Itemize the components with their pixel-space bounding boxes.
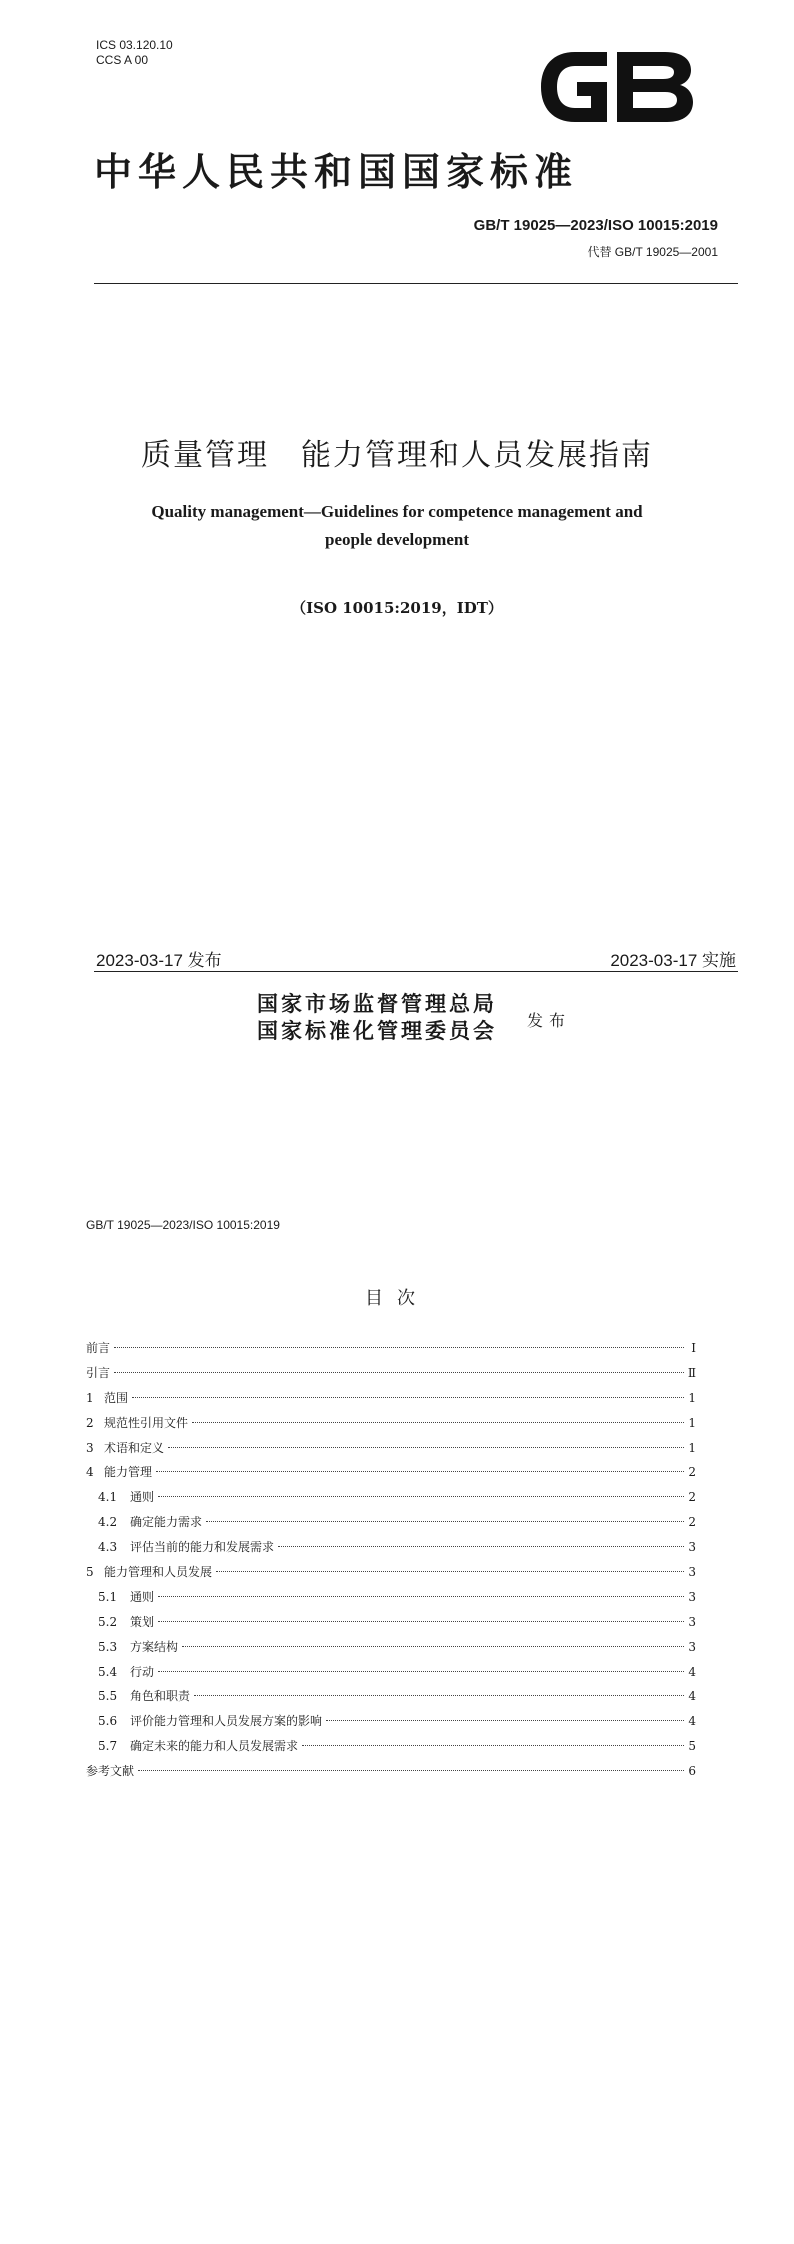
toc-entry[interactable] <box>86 1414 696 1439</box>
toc-entry-page: 4 <box>688 1689 696 1704</box>
toc-entry[interactable] <box>86 1538 696 1563</box>
title-english <box>120 498 674 554</box>
toc-leader-dots <box>158 1671 684 1672</box>
toc-entry-page: 3 <box>688 1540 696 1555</box>
toc-entry[interactable] <box>86 1364 696 1389</box>
toc-entry[interactable] <box>86 1638 696 1663</box>
toc-leader-dots <box>114 1372 684 1373</box>
toc-entry-number: 5.7 <box>98 1739 118 1754</box>
toc-entry-number: 4.1 <box>98 1490 118 1505</box>
toc-entry-number: 5.6 <box>98 1714 118 1729</box>
toc-leader-dots <box>182 1646 684 1647</box>
national-standard-title: 中华人民共和国国家标准 <box>94 149 579 194</box>
toc-entry-page: 4 <box>688 1664 696 1679</box>
toc-entry[interactable] <box>86 1687 696 1712</box>
toc-entry[interactable] <box>86 1563 696 1588</box>
classification-codes <box>96 38 173 68</box>
toc-leader-dots <box>192 1422 684 1423</box>
toc-leader-dots <box>206 1521 684 1522</box>
toc-entry-page: 3 <box>688 1614 696 1629</box>
toc-entry[interactable] <box>86 1588 696 1613</box>
iso-equivalence: （ISO 10015:2019，IDT） <box>291 599 503 617</box>
toc-entry-page: 2 <box>688 1490 696 1505</box>
toc-entry-title: 能力管理 <box>104 1465 153 1480</box>
toc-entry-title: 参考文献 <box>86 1764 135 1779</box>
toc-entry[interactable] <box>86 1712 696 1737</box>
toc-entry-number: 2 <box>86 1415 94 1430</box>
toc-entry-title: 评价能力管理和人员发展方案的影响 <box>130 1714 323 1729</box>
ccs-code: CCS A 00 <box>96 53 149 67</box>
standard-number: GB/T 19025—2023/ISO 10015:2019 <box>473 217 718 234</box>
toc-entry-page: Ⅰ <box>691 1341 696 1355</box>
toc-entry-page: 1 <box>688 1390 696 1405</box>
toc-entry[interactable] <box>86 1737 696 1762</box>
toc-leader-dots <box>168 1447 684 1448</box>
toc-entry-page: 3 <box>688 1565 696 1580</box>
toc-entry-title: 前言 <box>86 1341 111 1355</box>
toc-leader-dots <box>138 1770 684 1771</box>
date-rule <box>94 971 738 972</box>
toc-entry-title: 确定能力需求 <box>130 1515 203 1530</box>
title-english-line-1: Quality management—Guidelines for competence management and <box>151 502 643 521</box>
toc-entry-number: 4 <box>86 1465 94 1480</box>
toc-leader-dots <box>326 1720 684 1721</box>
toc-entry-number: 5 <box>86 1565 94 1580</box>
toc-entry-page: 5 <box>688 1739 696 1754</box>
toc-entry-title: 能力管理和人员发展 <box>104 1565 213 1580</box>
toc-entry-page: 1 <box>688 1415 696 1430</box>
toc-leader-dots <box>216 1571 684 1572</box>
toc-entry-title: 通则 <box>130 1589 155 1604</box>
toc-entry[interactable] <box>86 1439 696 1464</box>
toc-entry[interactable] <box>86 1389 696 1414</box>
toc-entry[interactable] <box>86 1488 696 1513</box>
toc-entry-title: 策划 <box>130 1614 155 1629</box>
toc-leader-dots <box>156 1471 684 1472</box>
toc-entry-number: 3 <box>86 1440 94 1455</box>
toc-entry-title: 通则 <box>130 1490 155 1505</box>
ics-code: ICS 03.120.10 <box>96 38 173 52</box>
toc-entry-page: 4 <box>688 1714 696 1729</box>
toc-entry-title: 行动 <box>130 1664 155 1679</box>
toc-entry-number: 5.1 <box>98 1589 118 1604</box>
toc-entry[interactable] <box>86 1513 696 1538</box>
toc-entry-page: 2 <box>688 1515 696 1530</box>
toc-entry[interactable] <box>86 1463 696 1488</box>
toc-entry-page: 6 <box>688 1764 696 1779</box>
toc-leader-dots <box>302 1745 684 1746</box>
toc-entry-title: 术语和定义 <box>104 1440 165 1455</box>
replaces-standard: 代替 GB/T 19025—2001 <box>587 245 718 259</box>
toc-leader-dots <box>158 1621 684 1622</box>
toc-leader-dots <box>278 1546 684 1547</box>
issuer-sac: 国家标准化管理委员会 <box>257 1018 497 1043</box>
toc-leader-dots <box>194 1695 684 1696</box>
toc-leader-dots <box>158 1496 684 1497</box>
toc-entry-page: 3 <box>688 1639 696 1654</box>
toc-entry-number: 5.5 <box>98 1689 118 1704</box>
toc-entry-number: 4.2 <box>98 1515 118 1530</box>
issuer-samr: 国家市场监督管理总局 <box>257 991 497 1016</box>
toc-entry-number: 5.4 <box>98 1664 118 1679</box>
toc-entry-number: 1 <box>86 1390 94 1405</box>
toc-entry[interactable] <box>86 1339 696 1364</box>
toc-entry-number: 5.2 <box>98 1614 118 1629</box>
issue-date: 2023-03-17 发布 <box>96 951 222 970</box>
toc-entry[interactable] <box>86 1663 696 1688</box>
issuing-authorities <box>257 990 497 1044</box>
toc-entry[interactable] <box>86 1613 696 1638</box>
toc-page-header: GB/T 19025—2023/ISO 10015:2019 <box>86 1218 280 1232</box>
toc-entry-page: 3 <box>688 1589 696 1604</box>
title-english-line-2: people development <box>324 530 470 549</box>
implementation-date: 2023-03-17 实施 <box>610 951 736 970</box>
toc-entry-title: 规范性引用文件 <box>104 1415 189 1430</box>
toc-entry-title: 确定未来的能力和人员发展需求 <box>130 1739 299 1754</box>
toc-entry[interactable] <box>86 1762 696 1787</box>
header-rule <box>94 283 738 284</box>
toc-entry-title: 范围 <box>104 1390 129 1405</box>
issue-word: 发布 <box>527 1011 572 1030</box>
toc-entry-page: 2 <box>688 1465 696 1480</box>
toc-entry-page: 1 <box>688 1440 696 1455</box>
toc-entry-number: 4.3 <box>98 1540 118 1555</box>
toc-entry-title: 评估当前的能力和发展需求 <box>130 1540 275 1555</box>
title-chinese: 质量管理 能力管理和人员发展指南 <box>141 438 653 473</box>
toc-entry-title: 角色和职责 <box>130 1689 191 1704</box>
toc-entry-page: Ⅱ <box>687 1365 696 1380</box>
toc-leader-dots <box>132 1397 684 1398</box>
toc-entry-number: 5.3 <box>98 1639 118 1654</box>
toc-leader-dots <box>158 1596 684 1597</box>
table-of-contents <box>86 1339 696 1787</box>
gb-logo <box>535 46 698 128</box>
toc-entry-title: 引言 <box>86 1365 111 1380</box>
toc-leader-dots <box>114 1347 684 1348</box>
toc-entry-title: 方案结构 <box>130 1639 179 1654</box>
toc-title: 目次 <box>365 1288 429 1309</box>
